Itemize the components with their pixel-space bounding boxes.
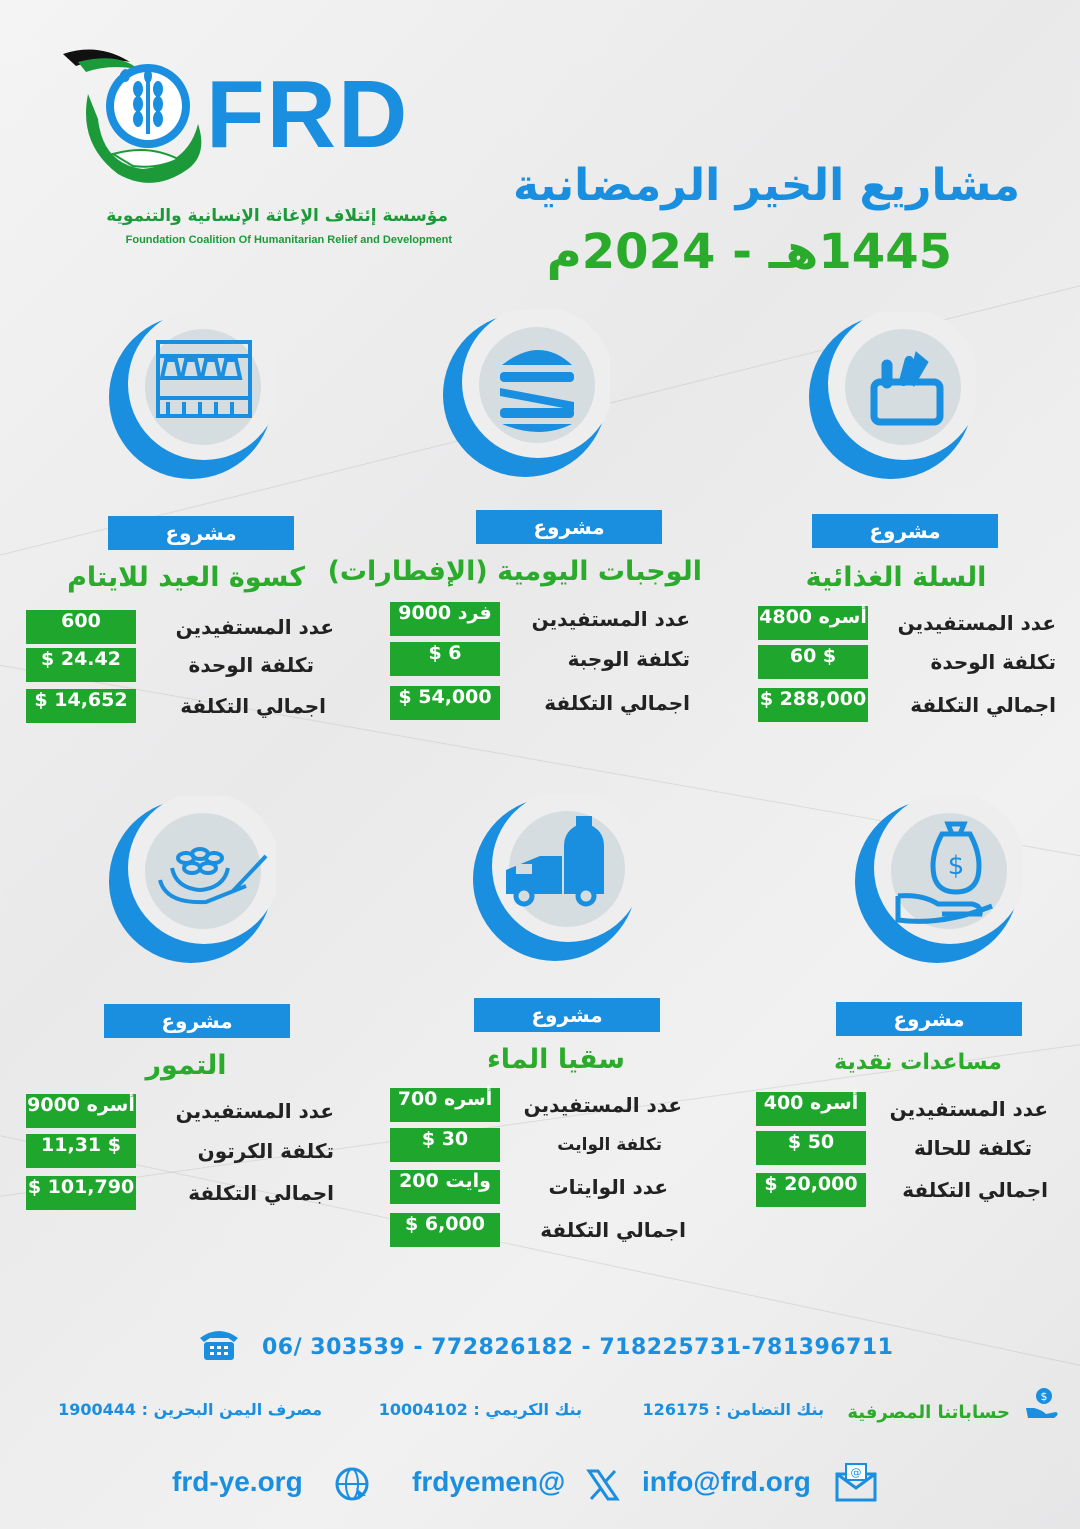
stat-value: 9000 فرد [390, 602, 500, 636]
stat-value: $ 20,000 [756, 1173, 866, 1207]
social-handle-link[interactable]: frdyemen@ [412, 1466, 566, 1497]
project-tag: مشروع [476, 510, 662, 544]
stat-row [370, 642, 690, 676]
project-card [327, 310, 702, 750]
bank-accounts-title: حساباتنا المصرفية [847, 1402, 1010, 1423]
crescent-frame-icon [852, 796, 1022, 966]
stat-row [736, 1092, 1056, 1126]
stat-row [370, 686, 690, 720]
bank-account: بنك الكريمي : 10004102 [378, 1400, 582, 1419]
stat-label: تكلفة للحالة [913, 1136, 1032, 1160]
stat-value: 4800 أسره [758, 606, 868, 640]
logo [18, 40, 452, 255]
stat-row [4, 1134, 334, 1168]
globe-icon [334, 1466, 370, 1502]
stat-row [736, 1131, 1056, 1165]
stat-value: $ 54,000 [390, 686, 500, 720]
stat-row [4, 1094, 334, 1128]
stat-value: $ 14,652 [26, 689, 136, 723]
page-title: مشاريع الخير الرمضانية [513, 160, 1020, 211]
project-tag: مشروع [812, 514, 998, 548]
crescent-frame-icon [806, 312, 976, 482]
project-tag: مشروع [108, 516, 294, 550]
crescent-frame-icon [106, 312, 276, 482]
stat-value: 400 أسره [756, 1092, 866, 1126]
stat-label: عدد المستفيدين [897, 611, 1056, 635]
phone-numbers: 06/ 303539 - 772826182 - 718225731-781396711 [262, 1335, 894, 1360]
stat-label: اجمالي التكلفة [540, 1218, 686, 1242]
stat-value: $ 50 [756, 1131, 866, 1165]
stat-row [736, 688, 1056, 722]
x-social-icon [586, 1468, 620, 1502]
bank-account: مصرف اليمن البحرين : 1900444 [58, 1400, 322, 1419]
crescent-frame-icon [470, 794, 640, 964]
stat-label: عدد المستفيدين [175, 1099, 334, 1123]
bank-account: بنك التضامن : 126175 [642, 1400, 824, 1419]
project-tag: مشروع [104, 1004, 290, 1038]
stat-label: تكلفة الوايت [557, 1135, 662, 1155]
stat-label: اجمالي التكلفة [180, 694, 326, 718]
stat-row [370, 602, 690, 636]
stat-label: عدد المستفيدين [889, 1097, 1048, 1121]
stat-value: 200 وايت [390, 1170, 500, 1204]
stat-value: $ 6,000 [390, 1213, 500, 1247]
bank-hand-icon [1024, 1386, 1060, 1422]
crescent-frame-icon [106, 796, 276, 966]
email-icon [834, 1462, 878, 1502]
stat-label: اجمالي التكلفة [902, 1178, 1048, 1202]
org-name-ar: مؤسسة إئتلاف الإغاثة الإنسانية والتنموية [106, 206, 448, 226]
stat-label: عدد الوايتات [548, 1175, 668, 1199]
stat-value: 600 [26, 610, 136, 644]
stat-row [4, 1176, 334, 1210]
stat-label: اجمالي التكلفة [910, 693, 1056, 717]
project-title: سقيا الماء [487, 1044, 625, 1075]
svg-text:$: $ [1040, 1390, 1048, 1403]
stat-row [4, 648, 324, 682]
stat-row [736, 645, 1056, 679]
stat-value: 9000 أسره [26, 1094, 136, 1128]
email-link[interactable]: info@frd.org [642, 1466, 811, 1497]
page-year: 1445هـ - 2024م [546, 224, 952, 280]
stat-value: 11,31 $ [26, 1134, 136, 1168]
project-card [370, 794, 690, 1242]
stat-label: تكلفة الوحدة [930, 650, 1056, 674]
wheat-hands-emblem-icon [58, 44, 208, 194]
stat-label: تكلفة الوحدة [188, 653, 314, 677]
project-tag: مشروع [474, 998, 660, 1032]
stat-label: تكلفة الوجبة [567, 647, 690, 671]
stat-label: عدد المستفيدين [531, 607, 690, 631]
svg-text:$: $ [947, 851, 965, 881]
project-title: السلة الغذائية [805, 562, 987, 593]
project-tag: مشروع [836, 1002, 1022, 1036]
project-card [736, 312, 1056, 752]
stat-value: 60 $ [758, 645, 868, 679]
stat-label: اجمالي التكلفة [188, 1181, 334, 1205]
project-card [4, 796, 334, 1236]
stat-row [736, 1173, 1056, 1207]
project-title: الوجبات اليومية (الإفطارات) [327, 556, 702, 587]
stat-row [370, 1213, 690, 1247]
crescent-frame-icon [440, 310, 610, 480]
stat-label: اجمالي التكلفة [544, 691, 690, 715]
stat-value: $ 6 [390, 642, 500, 676]
stat-value: $ 288,000 [758, 688, 868, 722]
org-name-en: Foundation Coalition Of Humanitarian Relief and Development [125, 234, 452, 246]
stat-row [736, 606, 1056, 640]
project-title: التمور [145, 1050, 227, 1081]
website-link[interactable]: frd-ye.org [172, 1466, 303, 1497]
stat-label: تكلفة الكرتون [197, 1139, 334, 1163]
stat-row [4, 689, 324, 723]
stat-row [4, 610, 334, 644]
project-card [736, 796, 1056, 1236]
stat-value: $ 24.42 [26, 648, 136, 682]
stat-value: 700 أسره [390, 1088, 500, 1122]
stat-row [370, 1088, 690, 1122]
svg-text:@: @ [850, 1466, 862, 1479]
stat-value: $ 101,790 [26, 1176, 136, 1210]
project-card [4, 312, 334, 752]
project-title: مساعدات نقدية [834, 1050, 1002, 1075]
stat-row [370, 1170, 690, 1204]
stat-label: عدد المستفيدين [523, 1093, 682, 1117]
stat-label: عدد المستفيدين [175, 615, 334, 639]
stat-value: $ 30 [390, 1128, 500, 1162]
telephone-icon [198, 1326, 240, 1362]
stat-row [370, 1128, 690, 1162]
logo-text: FRD [206, 61, 410, 168]
project-title: كسوة العيد للايتام [67, 562, 305, 593]
